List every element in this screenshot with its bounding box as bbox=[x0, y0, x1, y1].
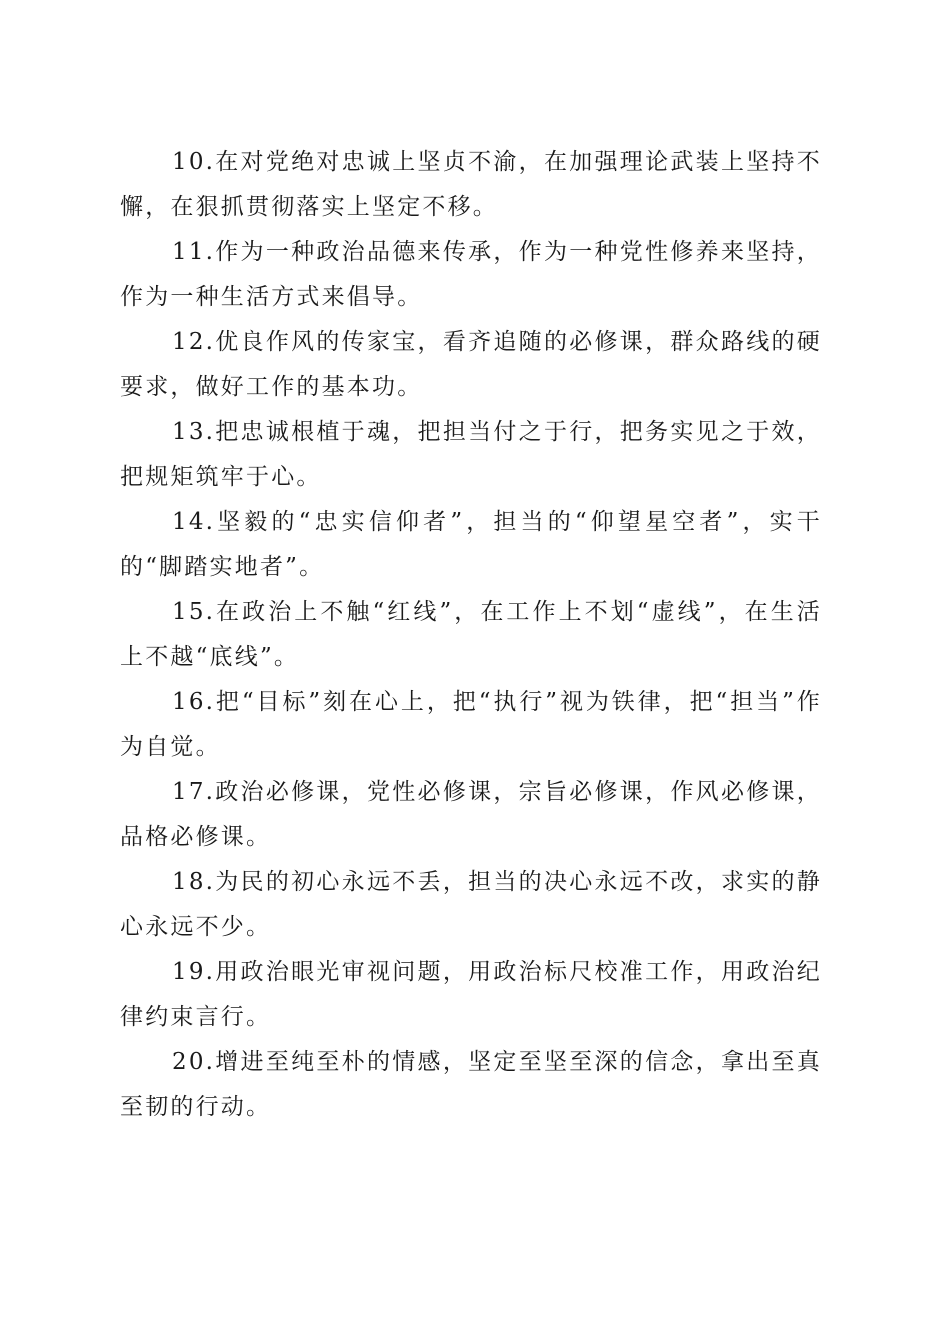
paragraph-19: 19.用政治眼光审视问题，用政治标尺校准工作，用政治纪律约束言行。 bbox=[120, 959, 822, 1030]
paragraph-13: 13.把忠诚根植于魂，把担当付之于行，把务实见之于效，把规矩筑牢于心。 bbox=[120, 419, 822, 490]
paragraph-15: 15.在政治上不触“红线”，在工作上不划“虚线”，在生活上不越“底线”。 bbox=[120, 599, 822, 670]
paragraph-16: 16.把“目标”刻在心上，把“执行”视为铁律，把“担当”作为自觉。 bbox=[120, 689, 822, 760]
paragraph-14: 14.坚毅的“忠实信仰者”，担当的“仰望星空者”，实干的“脚踏实地者”。 bbox=[120, 509, 822, 580]
paragraph-17: 17.政治必修课，党性必修课，宗旨必修课，作风必修课，品格必修课。 bbox=[120, 779, 822, 850]
paragraph-12: 12.优良作风的传家宝，看齐追随的必修课，群众路线的硬要求，做好工作的基本功。 bbox=[120, 329, 822, 400]
paragraph-10: 10.在对党绝对忠诚上坚贞不渝，在加强理论武装上坚持不懈，在狠抓贯彻落实上坚定不移。 bbox=[120, 149, 822, 220]
paragraph-20: 20.增进至纯至朴的情感，坚定至坚至深的信念，拿出至真至韧的行动。 bbox=[120, 1049, 822, 1120]
paragraph-18: 18.为民的初心永远不丢，担当的决心永远不改，求实的静心永远不少。 bbox=[120, 869, 822, 940]
paragraph-11: 11.作为一种政治品德来传承，作为一种党性修养来坚持，作为一种生活方式来倡导。 bbox=[120, 239, 822, 310]
document-body bbox=[120, 140, 822, 1130]
